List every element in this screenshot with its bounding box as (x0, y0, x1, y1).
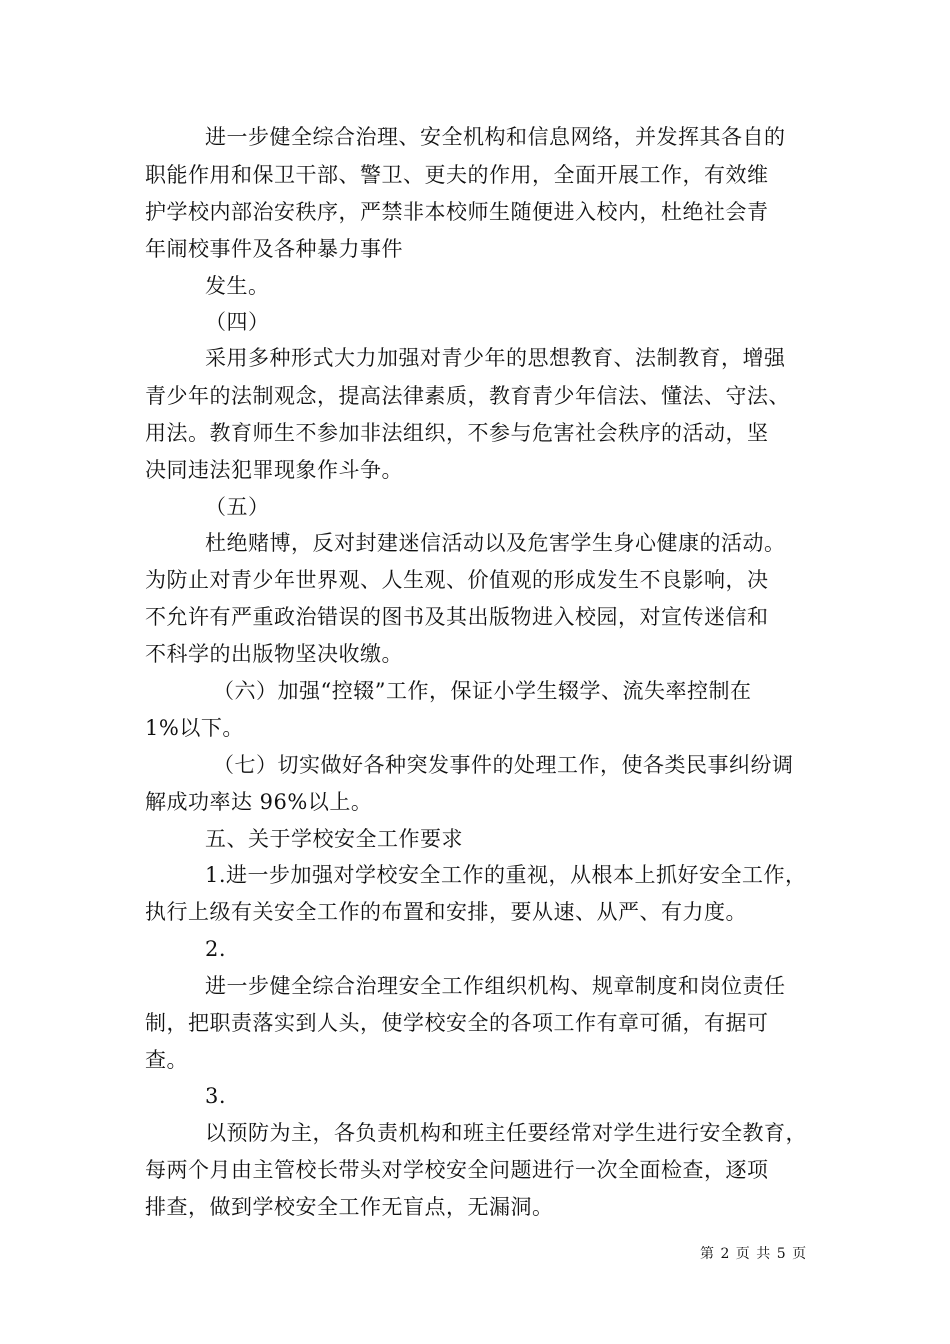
paragraph-line: 查。 (145, 1048, 188, 1072)
list-number: 2. (205, 937, 227, 961)
section-heading: 五、关于学校安全工作要求 (205, 827, 463, 851)
paragraph-line: 不科学的出版物坚决收缴。 (145, 642, 403, 666)
page-number-footer: 第 2 页 共 5 页 (700, 1246, 808, 1262)
paragraph-line: 制，把职责落实到人头，使学校安全的各项工作有章可循，有据可 (145, 1011, 769, 1035)
section-heading: （四） (205, 310, 270, 334)
paragraph-line: 排查，做到学校安全工作无盲点，无漏洞。 (145, 1195, 554, 1219)
paragraph-line: 为防止对青少年世界观、人生观、价值观的形成发生不良影响，决 (145, 568, 769, 592)
paragraph-line: 年闹校事件及各种暴力事件 (145, 237, 403, 261)
paragraph-line: 不允许有严重政治错误的图书及其出版物进入校园，对宣传迷信和 (145, 605, 769, 629)
paragraph-line: 采用多种形式大力加强对青少年的思想教育、法制教育，增强 (205, 346, 786, 370)
paragraph-line: （七）切实做好各种突发事件的处理工作，使各类民事纠纷调 (213, 753, 794, 777)
paragraph-line: 护学校内部治安秩序，严禁非本校师生随便进入校内，杜绝社会青 (145, 200, 769, 224)
paragraph-line: 用法。教育师生不参加非法组织，不参与危害社会秩序的活动，坚 (145, 421, 769, 445)
paragraph-line: （六）加强“控辍”工作，保证小学生辍学、流失率控制在 (213, 679, 752, 703)
paragraph-line: 1%以下。 (145, 716, 244, 740)
paragraph-line: 以预防为主，各负责机构和班主任要经常对学生进行安全教育， (205, 1121, 807, 1145)
paragraph-line: 解成功率达 96%以上。 (145, 790, 373, 814)
paragraph-line: 进一步健全综合治理安全工作组织机构、规章制度和岗位责任 (205, 974, 786, 998)
list-number: 3. (205, 1084, 227, 1108)
paragraph-line: 进一步健全综合治理、安全机构和信息网络，并发挥其各自的 (205, 125, 786, 149)
paragraph-line: 发生。 (205, 274, 270, 298)
paragraph-line: 每两个月由主管校长带头对学校安全问题进行一次全面检查，逐项 (145, 1158, 769, 1182)
paragraph-line: 1.进一步加强对学校安全工作的重视，从根本上抓好安全工作， (205, 863, 807, 887)
paragraph-line: 职能作用和保卫干部、警卫、更夫的作用，全面开展工作，有效维 (145, 163, 769, 187)
section-heading: （五） (205, 495, 270, 519)
paragraph-line: 青少年的法制观念，提高法律素质，教育青少年信法、懂法、守法、 (145, 384, 790, 408)
paragraph-line: 执行上级有关安全工作的布置和安排，要从速、从严、有力度。 (145, 900, 747, 924)
paragraph-line: 杜绝赌博，反对封建迷信活动以及危害学生身心健康的活动。 (205, 531, 786, 555)
paragraph-line: 决同违法犯罪现象作斗争。 (145, 458, 403, 482)
